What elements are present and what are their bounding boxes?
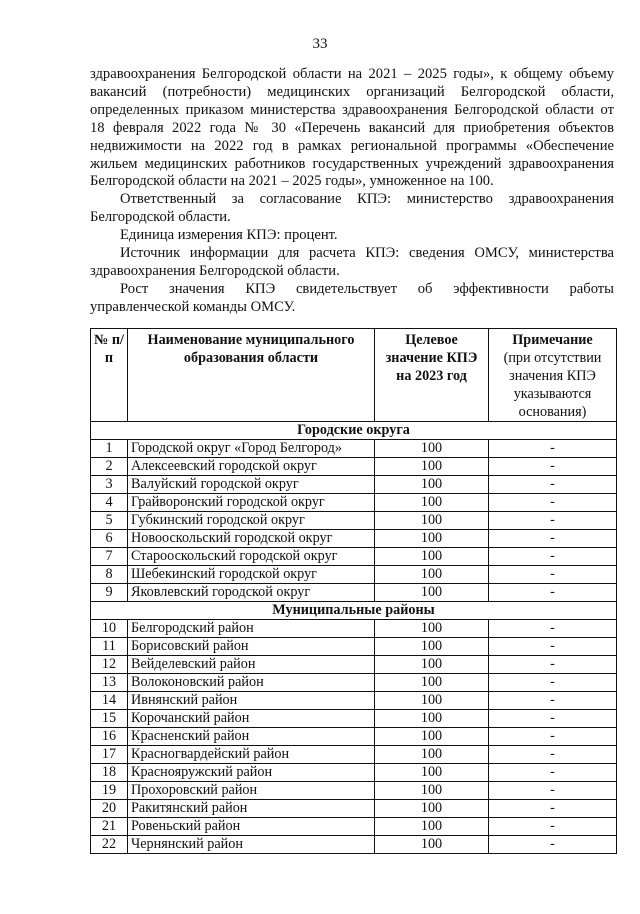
page-number: 33 xyxy=(312,36,328,52)
row-note: - xyxy=(489,656,617,674)
row-value: 100 xyxy=(375,584,489,602)
table-row xyxy=(91,440,617,458)
row-name: Ровеньский район xyxy=(128,818,375,836)
row-name: Ракитянский район xyxy=(128,800,375,818)
table-row xyxy=(91,836,617,854)
table-row xyxy=(91,476,617,494)
row-name: Краснояружский район xyxy=(128,764,375,782)
row-value: 100 xyxy=(375,440,489,458)
row-note: - xyxy=(489,782,617,800)
header-num: № п/п xyxy=(91,329,128,422)
section-title: Городские округа xyxy=(91,422,617,440)
table-row xyxy=(91,620,617,638)
row-value: 100 xyxy=(375,710,489,728)
row-name: Белгородский район xyxy=(128,620,375,638)
table-row xyxy=(91,656,617,674)
row-value: 100 xyxy=(375,512,489,530)
row-note: - xyxy=(489,584,617,602)
body-text xyxy=(90,66,614,317)
row-number: 21 xyxy=(91,818,128,836)
row-note: - xyxy=(489,728,617,746)
row-note: - xyxy=(489,494,617,512)
row-value: 100 xyxy=(375,494,489,512)
paragraph-source: Источник информации для расчета КПЭ: сведения ОМСУ, министерства здравоохранения Белгородской области. xyxy=(90,245,614,279)
table-row xyxy=(91,728,617,746)
table-row xyxy=(91,458,617,476)
row-number: 15 xyxy=(91,710,128,728)
row-number: 11 xyxy=(91,638,128,656)
row-number: 12 xyxy=(91,656,128,674)
row-name: Шебекинский городской округ xyxy=(128,566,375,584)
row-value: 100 xyxy=(375,530,489,548)
row-name: Городской округ «Город Белгород» xyxy=(128,440,375,458)
row-number: 1 xyxy=(91,440,128,458)
row-note: - xyxy=(489,746,617,764)
table-row xyxy=(91,530,617,548)
row-note: - xyxy=(489,764,617,782)
row-name: Красненский район xyxy=(128,728,375,746)
row-name: Грайворонский городской округ xyxy=(128,494,375,512)
row-value: 100 xyxy=(375,782,489,800)
row-value: 100 xyxy=(375,620,489,638)
table-row xyxy=(91,692,617,710)
table-row xyxy=(91,566,617,584)
row-number: 10 xyxy=(91,620,128,638)
row-value: 100 xyxy=(375,728,489,746)
table-row xyxy=(91,674,617,692)
section-title: Муниципальные районы xyxy=(91,602,617,620)
table-row xyxy=(91,512,617,530)
row-note: - xyxy=(489,512,617,530)
row-name: Чернянский район xyxy=(128,836,375,854)
row-value: 100 xyxy=(375,818,489,836)
row-name: Вейделевский район xyxy=(128,656,375,674)
row-note: - xyxy=(489,674,617,692)
row-note: - xyxy=(489,836,617,854)
paragraph-growth: Рост значения КПЭ свидетельствует об эффективности работы управленческой команды ОМСУ. xyxy=(90,280,614,315)
row-name: Яковлевский городской округ xyxy=(128,584,375,602)
row-number: 16 xyxy=(91,728,128,746)
paragraph-continuation: здравоохранения Белгородской области на 2021 – 2025 годы», к общему объему вакансий (потребности) медицинских организаций Белгородской области, определенных приказом министерства здравоохранения Белгородской области от 18 февраля 2022 года № 30 «Перечень вакансий для приобретения объектов недвижимости на 2022 год в рамках региональной программы «Обеспечение жильем медицинских работников государственных учреждений здравоохранения Белгородской области на 2021 – 2025 годы», умноженное на 100. xyxy=(90,66,614,190)
row-number: 17 xyxy=(91,746,128,764)
row-value: 100 xyxy=(375,638,489,656)
row-value: 100 xyxy=(375,764,489,782)
row-name: Алексеевский городской округ xyxy=(128,458,375,476)
section-row xyxy=(91,422,617,440)
row-value: 100 xyxy=(375,800,489,818)
paragraph-responsible: Ответственный за согласование КПЭ: министерство здравоохранения Белгородской области. xyxy=(90,191,614,226)
row-note: - xyxy=(489,800,617,818)
row-note: - xyxy=(489,566,617,584)
row-note: - xyxy=(489,692,617,710)
row-note: - xyxy=(489,548,617,566)
section-row xyxy=(91,602,617,620)
row-number: 6 xyxy=(91,530,128,548)
row-name: Корочанский район xyxy=(128,710,375,728)
header-note-title: Примечание xyxy=(512,332,593,348)
paragraph-unit: Единица измерения КПЭ: процент. xyxy=(120,227,338,244)
row-name: Борисовский район xyxy=(128,638,375,656)
kpe-table xyxy=(90,328,617,854)
row-name: Валуйский городской округ xyxy=(128,476,375,494)
table-row xyxy=(91,782,617,800)
table-header-row xyxy=(91,329,617,422)
row-name: Красногвардейский район xyxy=(128,746,375,764)
row-number: 20 xyxy=(91,800,128,818)
row-value: 100 xyxy=(375,746,489,764)
row-note: - xyxy=(489,530,617,548)
row-note: - xyxy=(489,620,617,638)
row-note: - xyxy=(489,458,617,476)
header-value: Целевое значение КПЭ на 2023 год xyxy=(375,329,489,422)
row-name: Старооскольский городской округ xyxy=(128,548,375,566)
table-row xyxy=(91,584,617,602)
table-row xyxy=(91,746,617,764)
row-name: Ивнянский район xyxy=(128,692,375,710)
row-number: 22 xyxy=(91,836,128,854)
row-number: 19 xyxy=(91,782,128,800)
table-row xyxy=(91,800,617,818)
row-name: Новооскольский городской округ xyxy=(128,530,375,548)
header-note-text: (при отсутствии значения КПЭ указываются основания) xyxy=(503,350,602,420)
row-name: Губкинский городской округ xyxy=(128,512,375,530)
row-note: - xyxy=(489,818,617,836)
row-number: 5 xyxy=(91,512,128,530)
row-number: 2 xyxy=(91,458,128,476)
table-row xyxy=(91,710,617,728)
row-value: 100 xyxy=(375,458,489,476)
row-value: 100 xyxy=(375,836,489,854)
row-number: 7 xyxy=(91,548,128,566)
table-row xyxy=(91,638,617,656)
table-row xyxy=(91,764,617,782)
row-number: 13 xyxy=(91,674,128,692)
row-value: 100 xyxy=(375,674,489,692)
header-note xyxy=(489,329,617,422)
table-body xyxy=(91,422,617,854)
table-row xyxy=(91,818,617,836)
row-value: 100 xyxy=(375,656,489,674)
row-name: Волоконовский район xyxy=(128,674,375,692)
row-note: - xyxy=(489,440,617,458)
row-value: 100 xyxy=(375,476,489,494)
table-row xyxy=(91,494,617,512)
row-number: 8 xyxy=(91,566,128,584)
row-value: 100 xyxy=(375,548,489,566)
row-number: 14 xyxy=(91,692,128,710)
row-value: 100 xyxy=(375,566,489,584)
row-note: - xyxy=(489,710,617,728)
row-name: Прохоровский район xyxy=(128,782,375,800)
header-name: Наименование муниципального образования области xyxy=(128,329,375,422)
row-note: - xyxy=(489,476,617,494)
row-value: 100 xyxy=(375,692,489,710)
row-number: 4 xyxy=(91,494,128,512)
row-note: - xyxy=(489,638,617,656)
row-number: 18 xyxy=(91,764,128,782)
row-number: 3 xyxy=(91,476,128,494)
table-row xyxy=(91,548,617,566)
row-number: 9 xyxy=(91,584,128,602)
